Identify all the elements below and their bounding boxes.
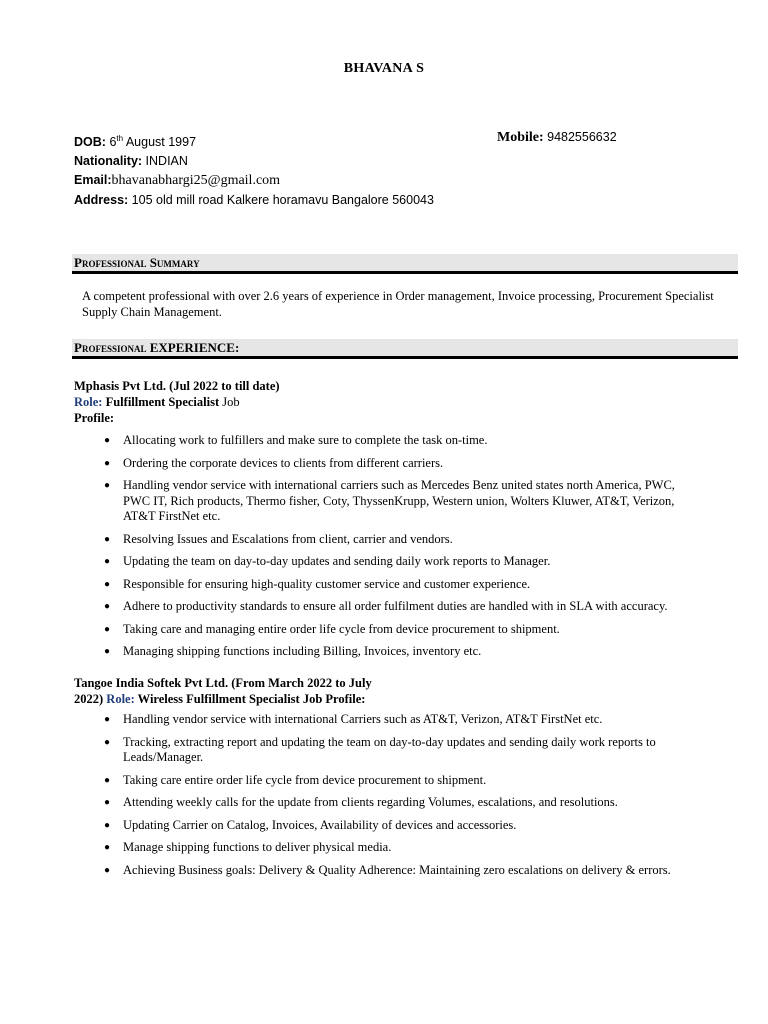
address-value: 105 old mill road Kalkere horamavu Bangalore 560043	[128, 192, 434, 207]
list-item: ● Updating Carrier on Catalog, Invoices, Availability of devices and accessories.	[104, 817, 517, 832]
address-row	[74, 191, 434, 210]
list-item: ● Manage shipping functions to deliver physical media.	[104, 840, 392, 854]
list-item: ● Responsible for ensuring high-quality customer service and customer experience.	[104, 576, 531, 591]
list-item: ● Tracking, extracting report and updating the team on day-to-day updates and sending daily work reports to Leads/Manager.	[104, 734, 656, 764]
job-company-cont: 2022)	[74, 692, 104, 706]
job-role	[74, 691, 414, 707]
dob-row	[74, 130, 434, 152]
job-profile-label: Profile:	[74, 411, 115, 425]
role-title: Fulfillment Specialist	[102, 395, 220, 409]
dob-suffix: th	[116, 134, 124, 143]
job-mphasis-bullets	[104, 433, 704, 660]
role-suffix: Job	[219, 395, 240, 409]
email-row	[74, 171, 434, 191]
list-item: ● Adhere to productivity standards to ensure all order fulfilment duties are handled with in SLA with accuracy.	[104, 599, 668, 613]
mobile-label: Mobile:	[497, 130, 544, 145]
list-item: ● Updating the team on day-to-day updates and sending daily work reports to Manager.	[104, 554, 551, 568]
summary-text: A competent professional with over 2.6 years of experience in Order management, Invoice processing, Procurement Specialist Supply Chain Management.	[82, 289, 714, 319]
email-label: Email:	[74, 172, 112, 187]
nationality-row	[74, 152, 434, 171]
job-mphasis	[74, 378, 280, 426]
job-company: Tangoe India Softek Pvt Ltd. (From March 2022 to July	[74, 676, 372, 690]
experience-heading	[72, 339, 738, 359]
role-label: Role:	[74, 395, 103, 409]
list-item: ● Handling vendor service with international carriers such as Mercedes Benz united states north America, PWC, PWC IT, Rich products, Thermo fisher, Coty, ThyssenKrupp, Western union, Wolters Kluwer, AT&T, Verizon, AT&T FirstNet etc.	[104, 478, 675, 523]
job-tangoe-bullets	[104, 712, 704, 878]
nationality-value: INDIAN	[142, 153, 188, 168]
dob-rest: August 1997	[123, 135, 197, 150]
mobile-row	[497, 130, 617, 146]
list-item: ● Managing shipping functions including Billing, Invoices, inventory etc.	[104, 644, 482, 658]
candidate-name: BHAVANA S	[343, 61, 425, 76]
role-label: Role:	[106, 692, 135, 706]
role-title: Wireless Fulfillment Specialist Job Profile:	[134, 692, 366, 706]
list-item: ● Taking care entire order life cycle from device procurement to shipment.	[104, 772, 487, 787]
summary-heading: Professional Summary	[72, 254, 738, 274]
job-company: Mphasis Pvt Ltd. (Jul 2022 to till date)	[74, 379, 280, 393]
experience-heading-sc: Professional	[74, 340, 147, 355]
email-value[interactable]: bhavanabhargi25@gmail.com	[111, 172, 281, 188]
dob-label: DOB:	[74, 135, 106, 150]
contact-block	[74, 130, 434, 209]
list-item: ● Ordering the corporate devices to clients from different carriers.	[104, 455, 444, 470]
list-item: ● Resolving Issues and Escalations from client, carrier and vendors.	[104, 531, 453, 546]
dob-day: 6	[109, 135, 117, 150]
job-tangoe	[74, 675, 414, 707]
list-item: ● Attending weekly calls for the update from clients regarding Volumes, escalations, and resolutions.	[104, 795, 618, 809]
list-item: ● Taking care and managing entire order life cycle from device procurement to shipment.	[104, 621, 560, 636]
nationality-label: Nationality:	[74, 153, 143, 168]
list-item: ● Achieving Business goals: Delivery & Quality Adherence: Maintaining zero escalations on delivery & errors.	[104, 862, 671, 877]
experience-heading-upper: EXPERIENCE:	[146, 340, 240, 355]
mobile-value: 9482556632	[543, 130, 617, 144]
list-item: ● Handling vendor service with international Carriers such as AT&T, Verizon, AT&T FirstNet etc.	[104, 712, 603, 726]
list-item: ● Allocating work to fulfillers and make sure to complete the task on-time.	[104, 433, 488, 447]
address-label: Address:	[74, 192, 129, 207]
job-role	[74, 394, 280, 410]
